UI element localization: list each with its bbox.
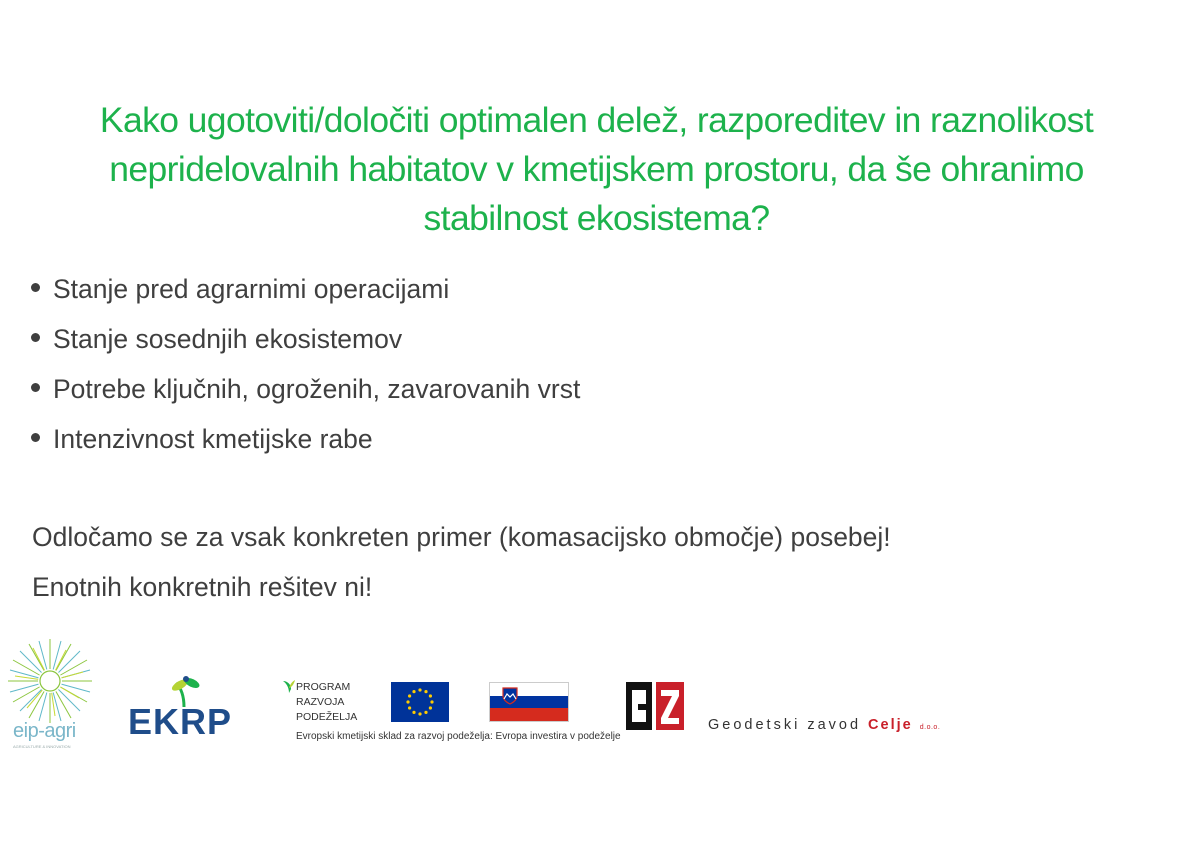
slide-title-line: nepridelovalnih habitatov v kmetijskem prostoru, da še ohranimo [109, 149, 1084, 189]
bullet-item [31, 314, 580, 364]
program-leaf-icon [282, 678, 296, 694]
bullet-icon [31, 283, 40, 292]
bullet-list [31, 264, 580, 464]
bullet-icon [31, 383, 40, 392]
eu-flag-icon [391, 682, 449, 722]
eip-agri-tagline: AGRICULTURE & INNOVATION [13, 744, 71, 749]
program-razvoja-logo [282, 676, 621, 751]
slide-title-line: Kako ugotoviti/določiti optimalen delež, razporeditev in raznolikost [99, 100, 1094, 140]
slide-title-line: stabilnost ekosistema? [423, 198, 770, 238]
ekrp-wordmark: EKRP [128, 701, 233, 742]
eip-burst-icon [5, 636, 95, 726]
gz-name-text: Geodetski zavod [708, 717, 862, 733]
note-line: Odločamo se za vsak konkreten primer (komasacijsko območje) posebej! [32, 522, 891, 552]
bullet-item [31, 264, 580, 314]
note-line: Enotnih konkretnih rešitev ni! [32, 572, 373, 602]
bullet-icon [31, 333, 40, 342]
bullet-item [31, 414, 580, 464]
bullet-text: Stanje pred agrarnimi operacijami [53, 274, 450, 304]
program-line: RAZVOJA [296, 696, 345, 708]
program-caption: Evropski kmetijski sklad za razvoj podeželja: Evropa investira v podeželje [296, 731, 621, 742]
bullet-text: Intenzivnost kmetijske rabe [53, 424, 373, 454]
program-wordmark [296, 680, 357, 725]
ekrp-logo [128, 675, 253, 745]
gz-suffix-text: d.o.o. [919, 724, 941, 731]
eip-agri-wordmark: eip-agri [13, 720, 76, 742]
bullet-text: Potrebe ključnih, ogroženih, zavarovanih vrst [53, 374, 581, 404]
bullet-text: Stanje sosednjih ekosistemov [53, 324, 403, 354]
gz-company-name [708, 717, 940, 733]
gz-logo-icon [624, 678, 686, 734]
eip-agri-logo [5, 636, 95, 756]
program-line: PODEŽELJA [296, 711, 358, 723]
program-line: PROGRAM [296, 681, 351, 693]
bullet-icon [31, 433, 40, 442]
gz-city-text: Celje [868, 717, 913, 733]
bullet-item [31, 364, 580, 414]
slovenia-flag-icon [489, 682, 569, 722]
slide-title [0, 96, 1193, 243]
